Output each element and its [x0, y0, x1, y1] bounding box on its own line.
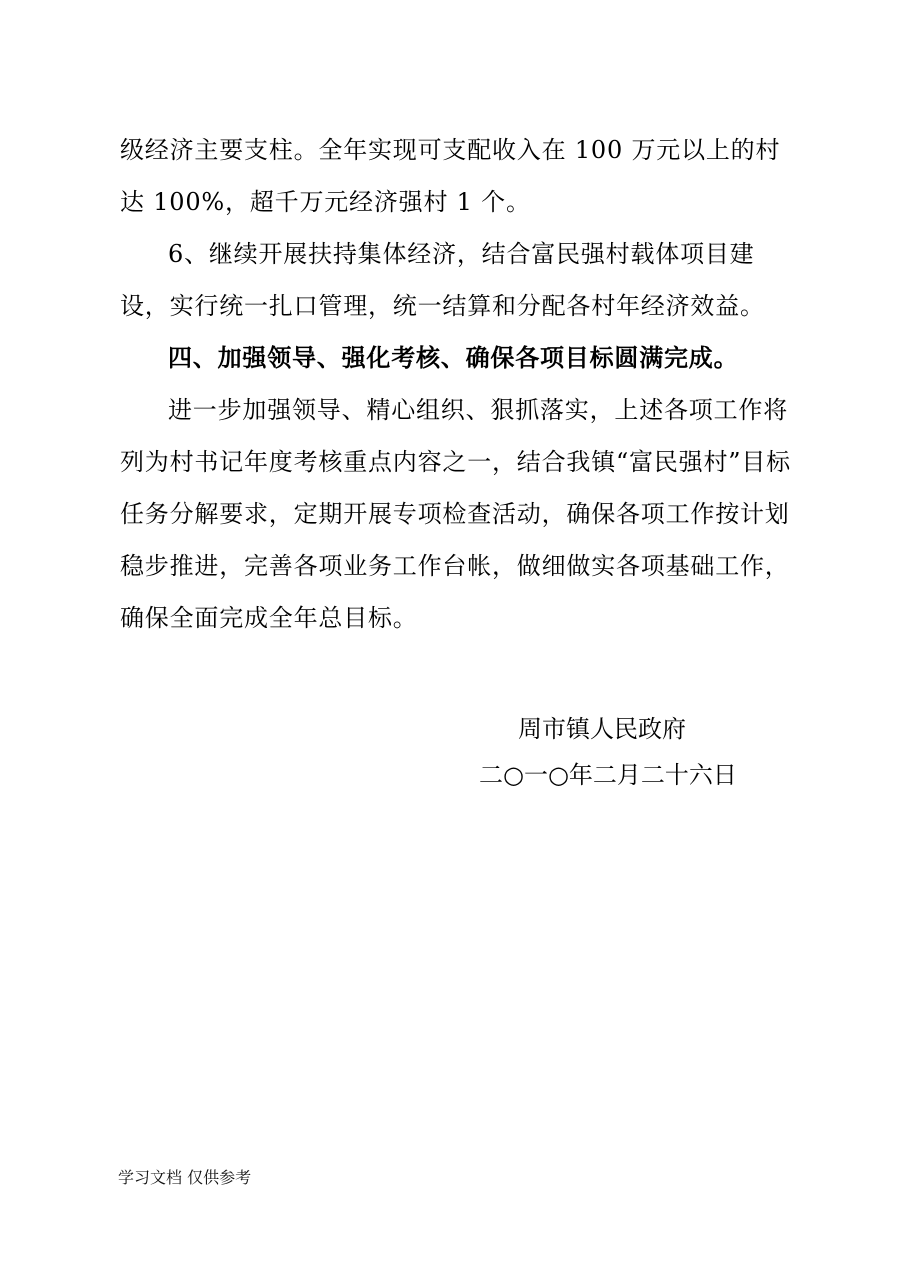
paragraph-item-6: 6、继续开展扶持集体经济，结合富民强村载体项目建设，实行统一扎口管理，统一结算和分配各村年经济效益。 — [120, 240, 765, 320]
issue-date: 二○一○年二月二十六日 — [479, 761, 737, 789]
section-heading-4: 四、加强领导、强化考核、确保各项目标圆满完成。 — [168, 344, 739, 372]
document-body — [120, 124, 800, 644]
issuing-organization: 周市镇人民政府 — [518, 715, 686, 743]
paragraph-continuation: 级经济主要支柱。全年实现可支配收入在 100 万元以上的村达 100%，超千万元经济强村 1 个。 — [120, 136, 781, 216]
footer-note: 学习文档 仅供参考 — [118, 1168, 252, 1187]
paragraph-section-4-body: 进一步加强领导、精心组织、狠抓落实，上述各项工作将列为村书记年度考核重点内容之一，结合我镇“富民强村”目标任务分解要求，定期开展专项检查活动，确保各项工作按计划稳步推进，完善各项业务工作台帐，做细做实各项基础工作，确保全面完成全年总目标。 — [120, 396, 791, 632]
